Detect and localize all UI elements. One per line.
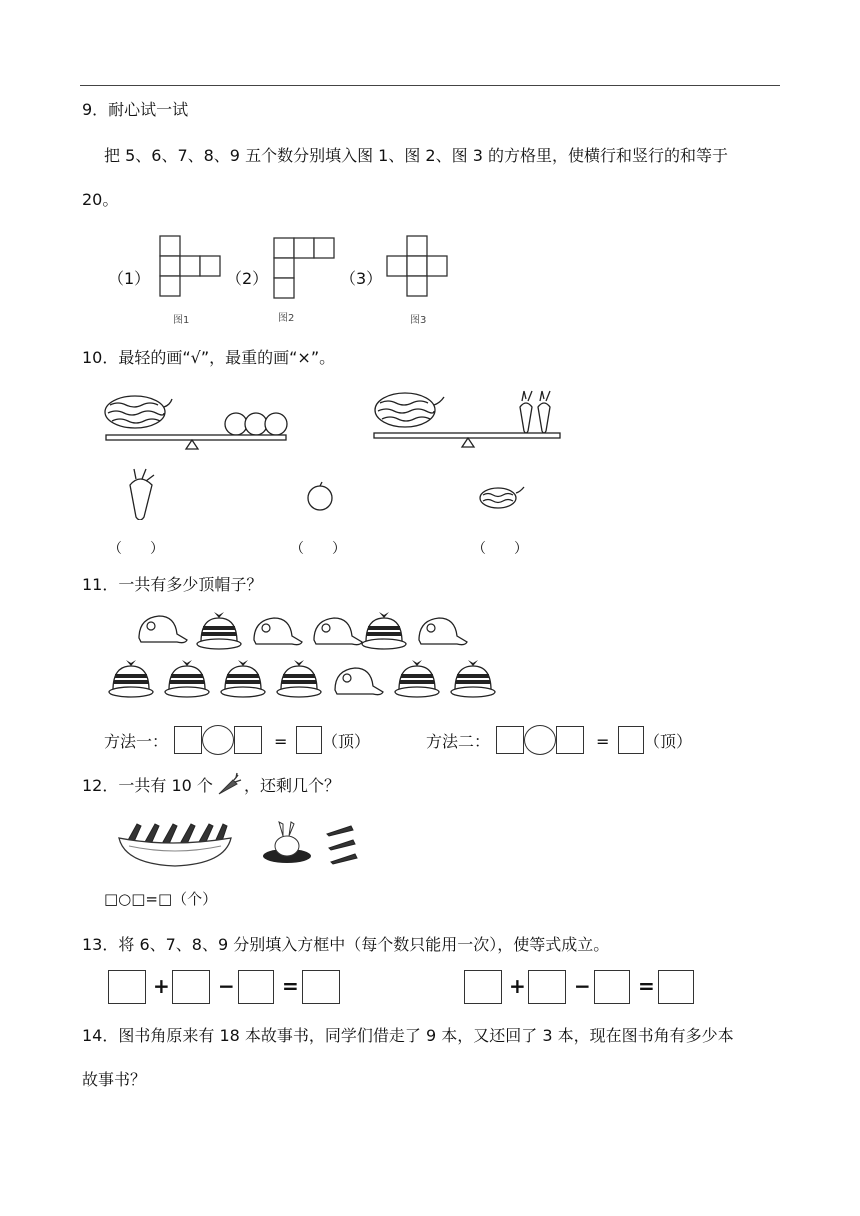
q13-eq2-box-a[interactable] <box>464 970 502 1004</box>
q10-answer-blank-orange[interactable]: （ ） <box>290 541 346 557</box>
q14-text-line2: 故事书？ <box>82 1070 147 1089</box>
hat-beanie <box>109 660 153 697</box>
q11-m2-result-box[interactable] <box>618 726 644 754</box>
q13-eq1-plus: + <box>153 974 170 998</box>
q13-eq2-equals: = <box>638 974 655 998</box>
q13-eq2-plus: + <box>509 974 526 998</box>
q12-formula[interactable]: □○□=□（个） <box>104 890 218 908</box>
carrot-basket <box>119 824 231 866</box>
q11-m2-unit: （顶） <box>644 732 693 751</box>
single-radish <box>130 479 152 520</box>
q9-label-1: （1） <box>108 269 151 288</box>
q11-m1-equals: = <box>274 732 288 751</box>
q10-answer-blank-watermelon[interactable]: （ ） <box>472 541 528 557</box>
q12-title-before: 12．一共有 10 个 <box>82 776 213 795</box>
q11-m2-box-a[interactable] <box>496 726 524 754</box>
radish <box>538 403 550 433</box>
hat-cap <box>254 618 302 645</box>
fig2-cell <box>274 278 294 298</box>
q9-caption-3: 图3 <box>410 315 427 326</box>
fig2-cell <box>274 258 294 278</box>
q9-caption-1: 图1 <box>173 315 190 326</box>
orange <box>265 413 287 435</box>
fig3-cell <box>407 256 427 276</box>
hat-cap <box>139 616 187 643</box>
q12-title-after: ，还剩几个？ <box>244 776 341 795</box>
q11-method1-label: 方法一： <box>104 732 169 751</box>
q13-eq2-box-result[interactable] <box>658 970 694 1004</box>
q9-caption-2: 图2 <box>278 313 295 324</box>
q11-title: 11．一共有多少顶帽子？ <box>82 575 263 594</box>
q10-illustration <box>100 385 570 520</box>
q11-m1-result-box[interactable] <box>296 726 322 754</box>
balance-beam <box>106 435 286 440</box>
single-orange <box>308 486 332 510</box>
q11-m2-equals: = <box>596 732 610 751</box>
q13-eq1-box-a[interactable] <box>108 970 146 1004</box>
hat-cap <box>314 618 362 645</box>
q9-label-2: （2） <box>226 269 269 288</box>
watermelon <box>375 393 435 427</box>
remaining-carrots <box>327 826 357 864</box>
q13-eq1-box-b[interactable] <box>172 970 210 1004</box>
fig1-cell <box>160 276 180 296</box>
hat-beanie <box>395 660 439 697</box>
orange <box>225 413 247 435</box>
q11-m1-box-b[interactable] <box>234 726 262 754</box>
hat-beanie <box>197 612 241 649</box>
q11-m1-box-a[interactable] <box>174 726 202 754</box>
fig1-cell <box>180 256 200 276</box>
balance-2 <box>374 391 560 447</box>
hat-beanie <box>221 660 265 697</box>
q13-eq1-minus: − <box>218 974 235 998</box>
hat-beanie <box>451 660 495 697</box>
q9-label-3: （3） <box>340 269 383 288</box>
fig1-cell <box>160 236 180 256</box>
q9-text-line1: 把 5、6、7、8、9 五个数分别填入图 1、图 2、图 3 的方格里，使横行和竖行的和等于 <box>104 146 728 165</box>
fig1-cell <box>160 256 180 276</box>
q13-eq2-box-c[interactable] <box>594 970 630 1004</box>
q10-title: 10．最轻的画“√”，最重的画“×”。 <box>82 348 336 367</box>
q13-eq1-equals: = <box>282 974 299 998</box>
q13-eq1-box-result[interactable] <box>302 970 340 1004</box>
q14-text-line1: 14．图书角原来有 18 本故事书，同学们借走了 9 本，又还回了 3 本，现在图书角有多少本 <box>82 1026 734 1045</box>
q11-method2-label: 方法二： <box>426 732 491 751</box>
radish <box>520 403 532 433</box>
hat-beanie <box>362 612 406 649</box>
q12-illustration <box>115 812 370 874</box>
q13-eq2-minus: − <box>574 974 591 998</box>
hat-cap <box>419 618 467 645</box>
q11-m2-operator-circle[interactable] <box>524 725 556 755</box>
fig1-cell <box>200 256 220 276</box>
carrot-icon <box>215 772 243 798</box>
orange <box>245 413 267 435</box>
q9-text-line2: 20。 <box>82 190 119 209</box>
fig3-cell <box>407 236 427 256</box>
q11-hats-illustration <box>105 608 505 703</box>
q11-m1-unit: （顶） <box>322 732 371 751</box>
fig3-cell <box>427 256 447 276</box>
q9-title: 9．耐心试一试 <box>82 100 189 119</box>
fig3-cell <box>407 276 427 296</box>
fig2-cell <box>314 238 334 258</box>
q13-eq2-box-b[interactable] <box>528 970 566 1004</box>
fig3-cell <box>387 256 407 276</box>
q11-m2-box-b[interactable] <box>556 726 584 754</box>
single-watermelon <box>480 488 516 508</box>
header-rule <box>80 85 780 86</box>
fig2-cell <box>294 238 314 258</box>
rabbit-scene <box>263 822 311 863</box>
hat-beanie <box>277 660 321 697</box>
balance-1 <box>105 396 287 449</box>
hat-beanie <box>165 660 209 697</box>
q11-m1-operator-circle[interactable] <box>202 725 234 755</box>
balance-beam <box>374 433 560 438</box>
hat-cap <box>335 668 383 695</box>
q9-grid-figures <box>150 230 460 302</box>
q13-eq1-box-c[interactable] <box>238 970 274 1004</box>
fig2-cell <box>274 238 294 258</box>
q10-answer-blank-radish[interactable]: （ ） <box>108 541 164 557</box>
q13-title: 13．将 6、7、8、9 分别填入方框中（每个数只能用一次），使等式成立。 <box>82 935 610 954</box>
